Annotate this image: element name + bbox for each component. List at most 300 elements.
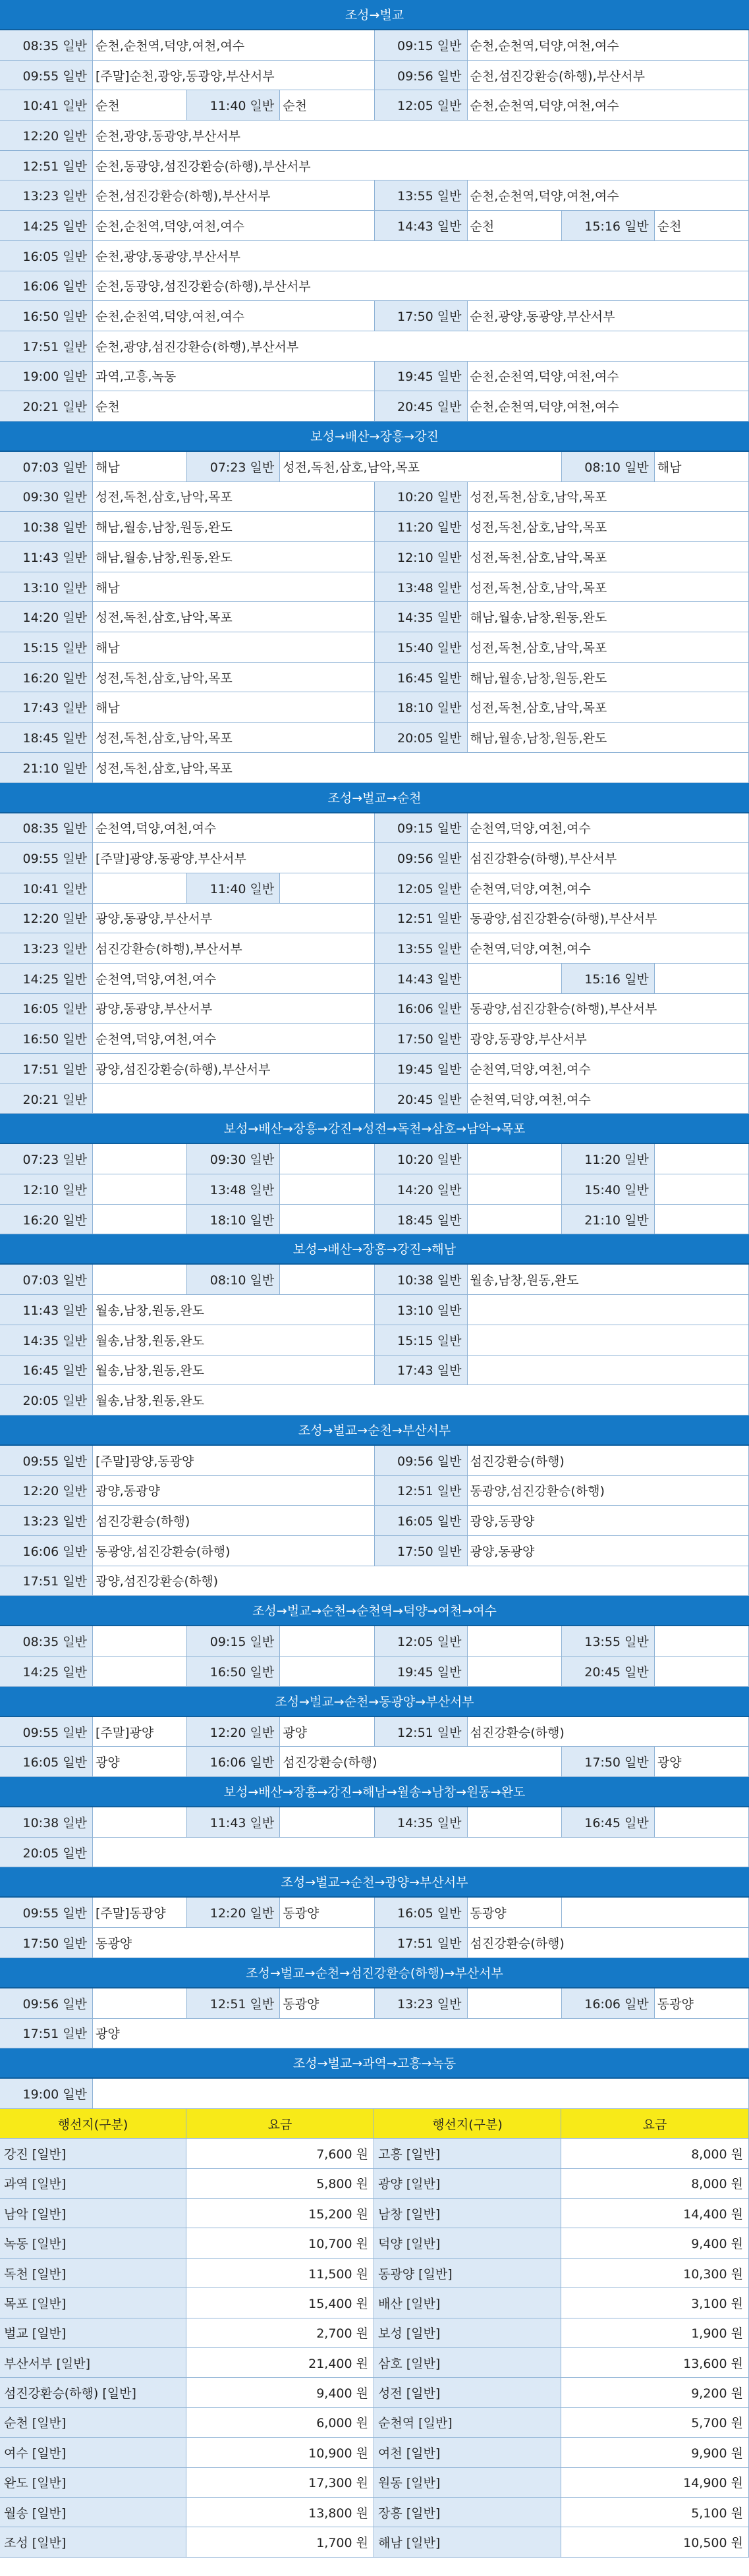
schedule-row bbox=[0, 512, 749, 542]
via-stops: 동광양 bbox=[655, 1988, 749, 2018]
via-stops: 섬진강환승(하행),부산서부 bbox=[468, 843, 749, 873]
destination-name: 여천 [일반] bbox=[374, 2438, 561, 2467]
departure-time: 12:05 일반 bbox=[375, 90, 468, 120]
departure-time: 17:51 일반 bbox=[0, 1566, 93, 1596]
via-stops: 순천,섬진강환승(하행),부산서부 bbox=[93, 180, 375, 210]
departure-time: 14:25 일반 bbox=[0, 964, 93, 993]
schedule-row bbox=[0, 362, 749, 392]
departure-time: 09:30 일반 bbox=[0, 482, 93, 512]
via-stops: 해남 bbox=[93, 632, 375, 662]
departure-time: 08:35 일반 bbox=[0, 1626, 93, 1656]
schedule-row bbox=[0, 602, 749, 632]
via-stops bbox=[93, 1084, 375, 1114]
via-stops: 광양,동광양,부산서부 bbox=[468, 1024, 749, 1053]
fare-price: 1,700 원 bbox=[186, 2527, 374, 2556]
fare-price: 7,600 원 bbox=[186, 2139, 374, 2168]
departure-time: 09:55 일반 bbox=[0, 1898, 93, 1927]
via-stops: 순천,동광양,섬진강환승(하행),부산서부 bbox=[93, 151, 749, 180]
via-stops: 순천,동광양,섬진강환승(하행),부산서부 bbox=[93, 271, 749, 301]
via-stops: 순천,순천역,덕양,여천,여수 bbox=[93, 301, 375, 331]
via-stops: 섬진강환승(하행) bbox=[280, 1747, 562, 1776]
fare-price: 10,500 원 bbox=[561, 2527, 749, 2556]
schedule-row bbox=[0, 90, 749, 121]
departure-time: 09:56 일반 bbox=[375, 1446, 468, 1475]
destination-name: 월송 [일반] bbox=[0, 2498, 186, 2527]
destination-name: 과역 [일반] bbox=[0, 2169, 186, 2198]
departure-time: 12:51 일반 bbox=[375, 1476, 468, 1506]
departure-time: 16:45 일반 bbox=[0, 1356, 93, 1385]
departure-time: 21:10 일반 bbox=[0, 753, 93, 782]
fare-row bbox=[0, 2288, 749, 2318]
departure-time: 13:48 일반 bbox=[187, 1174, 280, 1204]
via-stops: 해남 bbox=[655, 452, 749, 481]
fare-header-row bbox=[0, 2109, 749, 2139]
fare-row bbox=[0, 2408, 749, 2438]
fare-price: 5,100 원 bbox=[561, 2498, 749, 2527]
schedule-row bbox=[0, 241, 749, 271]
departure-time: 11:20 일반 bbox=[375, 512, 468, 541]
departure-time: 17:51 일반 bbox=[375, 1928, 468, 1958]
schedule-row bbox=[0, 211, 749, 241]
departure-time: 13:55 일반 bbox=[375, 180, 468, 210]
route-title: 보성→배산→장흥→강진→해남 bbox=[0, 1234, 749, 1265]
via-stops: 순천역,덕양,여천,여수 bbox=[93, 1024, 375, 1053]
departure-time: 14:43 일반 bbox=[375, 964, 468, 993]
destination-name: 녹동 [일반] bbox=[0, 2228, 186, 2257]
schedule-row bbox=[0, 1988, 749, 2019]
via-stops: 순천,광양,동광양,부산서부 bbox=[93, 121, 749, 150]
departure-time: 09:55 일반 bbox=[0, 1446, 93, 1475]
departure-time: 20:45 일반 bbox=[562, 1657, 655, 1686]
departure-time: 10:38 일반 bbox=[0, 512, 93, 541]
via-stops: [주말]광양,동광양,부산서부 bbox=[93, 843, 375, 873]
via-stops: 성전,독천,삼호,남악,목포 bbox=[468, 632, 749, 662]
schedule-row bbox=[0, 1657, 749, 1687]
via-stops: 동광양,섬진강환승(하행) bbox=[468, 1476, 749, 1506]
via-stops bbox=[280, 1174, 374, 1204]
via-stops: 광양,섬진강환승(하행),부산서부 bbox=[93, 1054, 375, 1083]
schedule-row bbox=[0, 1928, 749, 1958]
fare-price: 15,400 원 bbox=[186, 2288, 374, 2317]
destination-name: 삼호 [일반] bbox=[374, 2348, 561, 2377]
schedule-row bbox=[0, 121, 749, 151]
via-stops bbox=[468, 1174, 562, 1204]
departure-time: 12:20 일반 bbox=[0, 904, 93, 933]
schedule-row bbox=[0, 542, 749, 572]
via-stops: 순천,순천역,덕양,여천,여수 bbox=[468, 391, 749, 421]
via-stops bbox=[655, 1657, 749, 1686]
via-stops: 동광양,섬진강환승(하행),부산서부 bbox=[468, 994, 749, 1024]
schedule-row bbox=[0, 1024, 749, 1054]
departure-time: 12:05 일반 bbox=[375, 873, 468, 903]
departure-time: 16:20 일반 bbox=[0, 663, 93, 692]
departure-time: 16:45 일반 bbox=[562, 1807, 655, 1837]
fare-price: 6,000 원 bbox=[186, 2408, 374, 2437]
departure-time: 16:20 일반 bbox=[0, 1205, 93, 1234]
schedule-row bbox=[0, 753, 749, 783]
departure-time: 18:10 일반 bbox=[375, 692, 468, 722]
destination-name: 순천 [일반] bbox=[0, 2408, 186, 2437]
schedule-row bbox=[0, 843, 749, 873]
schedule-row bbox=[0, 1205, 749, 1235]
departure-time: 11:43 일반 bbox=[187, 1807, 280, 1837]
destination-name: 고흥 [일반] bbox=[374, 2139, 561, 2168]
departure-time: 19:45 일반 bbox=[375, 362, 468, 391]
schedule-row bbox=[0, 1838, 749, 1868]
destination-name: 완도 [일반] bbox=[0, 2468, 186, 2497]
via-stops: [주말]순천,광양,동광양,부산서부 bbox=[93, 61, 375, 90]
via-stops: 섬진강환승(하행),부산서부 bbox=[93, 933, 375, 963]
departure-time: 13:55 일반 bbox=[562, 1626, 655, 1656]
departure-time: 11:20 일반 bbox=[562, 1144, 655, 1174]
departure-time: 13:10 일반 bbox=[0, 572, 93, 602]
schedule-row bbox=[0, 1295, 749, 1325]
via-stops: 광양,동광양 bbox=[468, 1506, 749, 1535]
schedule-row bbox=[0, 301, 749, 331]
departure-time: 12:51 일반 bbox=[375, 904, 468, 933]
departure-time: 09:30 일반 bbox=[187, 1144, 280, 1174]
via-stops: 동광양 bbox=[468, 1898, 562, 1927]
via-stops bbox=[280, 1807, 374, 1837]
departure-time: 18:10 일반 bbox=[187, 1205, 280, 1234]
departure-time: 12:20 일반 bbox=[187, 1898, 280, 1927]
route-title: 조성→벌교→순천→부산서부 bbox=[0, 1415, 749, 1446]
via-stops: 순천역,덕양,여천,여수 bbox=[93, 964, 375, 993]
fare-row bbox=[0, 2259, 749, 2288]
departure-time: 11:40 일반 bbox=[187, 90, 280, 120]
via-stops bbox=[93, 1838, 749, 1867]
route-title: 보성→배산→장흥→강진→성전→독천→삼호→남악→목포 bbox=[0, 1114, 749, 1144]
fare-price: 13,800 원 bbox=[186, 2498, 374, 2527]
destination-name: 배산 [일반] bbox=[374, 2288, 561, 2317]
schedule-row bbox=[0, 904, 749, 934]
via-stops: [주말]광양 bbox=[93, 1717, 187, 1747]
via-stops: 해남 bbox=[93, 452, 187, 481]
destination-name: 부산서부 [일반] bbox=[0, 2348, 186, 2377]
via-stops bbox=[93, 1657, 187, 1686]
departure-time: 18:45 일반 bbox=[375, 1205, 468, 1234]
via-stops: 월송,남창,원동,완도 bbox=[468, 1265, 749, 1294]
via-stops: 해남,월송,남창,원동,완도 bbox=[468, 602, 749, 632]
destination-name: 조성 [일반] bbox=[0, 2527, 186, 2556]
departure-time: 12:51 일반 bbox=[0, 151, 93, 180]
departure-time: 16:50 일반 bbox=[0, 301, 93, 331]
departure-time: 16:06 일반 bbox=[187, 1747, 280, 1776]
empty-cell bbox=[562, 1898, 749, 1927]
fare-row bbox=[0, 2527, 749, 2557]
fare-price: 9,400 원 bbox=[561, 2228, 749, 2257]
schedule-row bbox=[0, 572, 749, 603]
destination-name: 광양 [일반] bbox=[374, 2169, 561, 2198]
route-title: 조성→벌교→순천→섬진강환승(하행)→부산서부 bbox=[0, 1958, 749, 1988]
departure-time: 16:45 일반 bbox=[375, 663, 468, 692]
departure-time: 12:51 일반 bbox=[187, 1988, 280, 2018]
fare-price: 9,200 원 bbox=[561, 2378, 749, 2407]
departure-time: 17:51 일반 bbox=[0, 1054, 93, 1083]
via-stops: 성전,독천,삼호,남악,목포 bbox=[93, 602, 375, 632]
via-stops: 해남,월송,남창,원동,완도 bbox=[468, 663, 749, 692]
via-stops bbox=[468, 1205, 562, 1234]
route-title: 조성→벌교→과역→고흥→녹동 bbox=[0, 2048, 749, 2079]
departure-time: 20:21 일반 bbox=[0, 391, 93, 421]
departure-time: 17:50 일반 bbox=[0, 1928, 93, 1958]
departure-time: 09:56 일반 bbox=[0, 1988, 93, 2018]
via-stops: 광양 bbox=[280, 1717, 374, 1747]
via-stops: 월송,남창,원동,완도 bbox=[93, 1385, 749, 1415]
departure-time: 19:00 일반 bbox=[0, 362, 93, 391]
via-stops: 과역,고흥,녹동 bbox=[93, 362, 375, 391]
departure-time: 09:15 일반 bbox=[375, 813, 468, 843]
schedule-row bbox=[0, 964, 749, 994]
fare-price: 11,500 원 bbox=[186, 2259, 374, 2288]
schedule-row bbox=[0, 1356, 749, 1386]
via-stops bbox=[93, 1144, 187, 1174]
fare-header-cell: 요금 bbox=[561, 2109, 749, 2138]
via-stops: 성전,독천,삼호,남악,목포 bbox=[468, 512, 749, 541]
departure-time: 08:35 일반 bbox=[0, 30, 93, 60]
departure-time: 19:00 일반 bbox=[0, 2079, 93, 2108]
destination-name: 섬진강환승(하행) [일반] bbox=[0, 2378, 186, 2407]
via-stops: 순천,섬진강환승(하행),부산서부 bbox=[468, 61, 749, 90]
via-stops: 순천,순천역,덕양,여천,여수 bbox=[93, 30, 375, 60]
departure-time: 15:15 일반 bbox=[375, 1325, 468, 1355]
via-stops bbox=[93, 1265, 187, 1294]
fare-price: 10,900 원 bbox=[186, 2438, 374, 2467]
departure-time: 09:55 일반 bbox=[0, 61, 93, 90]
departure-time: 14:20 일반 bbox=[0, 602, 93, 632]
via-stops: 순천,광양,동광양,부산서부 bbox=[93, 241, 749, 271]
route-title: 조성→벌교 bbox=[0, 0, 749, 30]
departure-time: 11:40 일반 bbox=[187, 873, 280, 903]
destination-name: 덕양 [일반] bbox=[374, 2228, 561, 2257]
schedule-row bbox=[0, 1144, 749, 1174]
fare-price: 17,300 원 bbox=[186, 2468, 374, 2497]
schedule-row bbox=[0, 2079, 749, 2109]
route-section bbox=[0, 1596, 749, 1686]
via-stops: 순천역,덕양,여천,여수 bbox=[93, 813, 375, 843]
via-stops bbox=[280, 1626, 374, 1656]
fare-price: 9,400 원 bbox=[186, 2378, 374, 2407]
departure-time: 12:20 일반 bbox=[0, 1476, 93, 1506]
departure-time: 07:03 일반 bbox=[0, 1265, 93, 1294]
departure-time: 16:05 일반 bbox=[375, 1506, 468, 1535]
via-stops: 동광양,섬진강환승(하행) bbox=[93, 1536, 375, 1566]
via-stops: 광양,동광양,부산서부 bbox=[93, 904, 375, 933]
departure-time: 12:10 일반 bbox=[0, 1174, 93, 1204]
fare-row bbox=[0, 2498, 749, 2527]
via-stops: 순천역,덕양,여천,여수 bbox=[468, 813, 749, 843]
departure-time: 12:05 일반 bbox=[375, 1626, 468, 1656]
departure-time: 19:45 일반 bbox=[375, 1054, 468, 1083]
schedule-row bbox=[0, 1446, 749, 1476]
fare-row bbox=[0, 2348, 749, 2378]
departure-time: 17:43 일반 bbox=[375, 1356, 468, 1385]
departure-time: 15:16 일반 bbox=[562, 964, 655, 993]
via-stops: 성전,독천,삼호,남악,목포 bbox=[93, 753, 749, 782]
schedule-row bbox=[0, 452, 749, 482]
departure-time: 16:06 일반 bbox=[562, 1988, 655, 2018]
via-stops: 순천역,덕양,여천,여수 bbox=[468, 1054, 749, 1083]
via-stops: 광양,동광양 bbox=[93, 1476, 375, 1506]
schedule-row bbox=[0, 482, 749, 512]
fare-price: 3,100 원 bbox=[561, 2288, 749, 2317]
via-stops: [주말]광양,동광양 bbox=[93, 1446, 375, 1475]
departure-time: 16:06 일반 bbox=[0, 1536, 93, 1566]
via-stops: 해남,월송,남창,원동,완도 bbox=[468, 723, 749, 752]
via-stops: 순천,순천역,덕양,여천,여수 bbox=[468, 30, 749, 60]
fare-price: 21,400 원 bbox=[186, 2348, 374, 2377]
schedule-row bbox=[0, 1807, 749, 1838]
schedule-row bbox=[0, 1174, 749, 1205]
departure-time: 11:43 일반 bbox=[0, 542, 93, 572]
via-stops: [주말]동광양 bbox=[93, 1898, 187, 1927]
departure-time: 17:43 일반 bbox=[0, 692, 93, 722]
via-stops: 순천 bbox=[468, 211, 562, 240]
via-stops: 순천,순천역,덕양,여천,여수 bbox=[468, 180, 749, 210]
departure-time: 19:45 일반 bbox=[375, 1657, 468, 1686]
route-section bbox=[0, 0, 749, 422]
schedule-row bbox=[0, 1566, 749, 1597]
departure-time: 20:05 일반 bbox=[0, 1838, 93, 1867]
fare-row bbox=[0, 2318, 749, 2348]
fare-price: 1,900 원 bbox=[561, 2318, 749, 2347]
via-stops bbox=[93, 1626, 187, 1656]
fare-price: 13,600 원 bbox=[561, 2348, 749, 2377]
route-title: 조성→벌교→순천 bbox=[0, 783, 749, 813]
schedule-row bbox=[0, 1054, 749, 1084]
via-stops: 성전,독천,삼호,남악,목포 bbox=[280, 452, 562, 481]
departure-time: 16:06 일반 bbox=[0, 271, 93, 301]
route-section bbox=[0, 2048, 749, 2109]
via-stops: 성전,독천,삼호,남악,목포 bbox=[468, 572, 749, 602]
schedule-row bbox=[0, 331, 749, 362]
schedule-row bbox=[0, 994, 749, 1024]
departure-time: 09:15 일반 bbox=[187, 1626, 280, 1656]
route-section bbox=[0, 1415, 749, 1596]
fare-row bbox=[0, 2438, 749, 2467]
departure-time: 07:03 일반 bbox=[0, 452, 93, 481]
via-stops bbox=[655, 1807, 749, 1837]
destination-name: 강진 [일반] bbox=[0, 2139, 186, 2168]
via-stops bbox=[468, 1657, 562, 1686]
schedule-row bbox=[0, 632, 749, 663]
departure-time: 16:05 일반 bbox=[0, 1747, 93, 1776]
destination-name: 독천 [일반] bbox=[0, 2259, 186, 2288]
schedule-row bbox=[0, 151, 749, 181]
schedule-row bbox=[0, 663, 749, 693]
departure-time: 09:56 일반 bbox=[375, 843, 468, 873]
departure-time: 21:10 일반 bbox=[562, 1205, 655, 1234]
departure-time: 09:55 일반 bbox=[0, 843, 93, 873]
via-stops: 순천역,덕양,여천,여수 bbox=[468, 1084, 749, 1114]
departure-time: 10:41 일반 bbox=[0, 873, 93, 903]
fare-row bbox=[0, 2169, 749, 2199]
fare-header-cell: 요금 bbox=[186, 2109, 374, 2138]
schedule-row bbox=[0, 873, 749, 904]
departure-time: 18:45 일반 bbox=[0, 723, 93, 752]
departure-time: 14:35 일반 bbox=[375, 602, 468, 632]
via-stops bbox=[93, 1988, 187, 2018]
fare-header-cell: 행선지(구분) bbox=[0, 2109, 186, 2138]
via-stops: 월송,남창,원동,완도 bbox=[93, 1356, 375, 1385]
via-stops: 순천 bbox=[655, 211, 749, 240]
destination-name: 장흥 [일반] bbox=[374, 2498, 561, 2527]
via-stops bbox=[655, 1174, 749, 1204]
via-stops bbox=[280, 1657, 374, 1686]
departure-time: 12:20 일반 bbox=[187, 1717, 280, 1747]
via-stops: 광양,동광양,부산서부 bbox=[93, 994, 375, 1024]
via-stops: 광양,섬진강환승(하행) bbox=[93, 1566, 749, 1596]
via-stops: 순천 bbox=[93, 391, 375, 421]
departure-time: 12:20 일반 bbox=[0, 121, 93, 150]
via-stops: 광양,동광양 bbox=[468, 1536, 749, 1566]
schedule-row bbox=[0, 1536, 749, 1566]
departure-time: 10:20 일반 bbox=[375, 1144, 468, 1174]
via-stops: 광양 bbox=[655, 1747, 749, 1776]
via-stops: 동광양 bbox=[280, 1988, 374, 2018]
via-stops bbox=[655, 964, 749, 993]
departure-time: 12:10 일반 bbox=[375, 542, 468, 572]
schedule-row bbox=[0, 1747, 749, 1777]
departure-time: 17:50 일반 bbox=[375, 301, 468, 331]
departure-time: 16:50 일반 bbox=[187, 1657, 280, 1686]
departure-time: 20:21 일반 bbox=[0, 1084, 93, 1114]
departure-time: 10:38 일반 bbox=[375, 1265, 468, 1294]
departure-time: 14:35 일반 bbox=[375, 1807, 468, 1837]
route-section bbox=[0, 422, 749, 783]
schedule-row bbox=[0, 1385, 749, 1415]
fare-price: 2,700 원 bbox=[186, 2318, 374, 2347]
destination-name: 해남 [일반] bbox=[374, 2527, 561, 2556]
schedule-row bbox=[0, 30, 749, 61]
departure-time: 15:40 일반 bbox=[375, 632, 468, 662]
departure-time: 12:51 일반 bbox=[375, 1717, 468, 1747]
schedule-row bbox=[0, 1476, 749, 1506]
via-stops: 순천역,덕양,여천,여수 bbox=[468, 873, 749, 903]
departure-time: 14:35 일반 bbox=[0, 1325, 93, 1355]
via-stops bbox=[93, 1205, 187, 1234]
via-stops bbox=[280, 873, 374, 903]
destination-name: 원동 [일반] bbox=[374, 2468, 561, 2497]
via-stops bbox=[468, 1988, 562, 2018]
destination-name: 보성 [일반] bbox=[374, 2318, 561, 2347]
route-title: 조성→벌교→순천→동광양→부산서부 bbox=[0, 1687, 749, 1717]
departure-time: 17:50 일반 bbox=[375, 1024, 468, 1053]
via-stops: 성전,독천,삼호,남악,목포 bbox=[468, 482, 749, 512]
route-title: 보성→배산→장흥→강진 bbox=[0, 422, 749, 452]
route-section bbox=[0, 1777, 749, 1867]
departure-time: 07:23 일반 bbox=[0, 1144, 93, 1174]
destination-name: 벌교 [일반] bbox=[0, 2318, 186, 2347]
route-section bbox=[0, 1958, 749, 2048]
via-stops bbox=[468, 964, 562, 993]
departure-time: 14:20 일반 bbox=[375, 1174, 468, 1204]
route-section bbox=[0, 783, 749, 1114]
departure-time: 08:10 일반 bbox=[562, 452, 655, 481]
via-stops: 광양 bbox=[93, 2019, 749, 2048]
fare-table bbox=[0, 2109, 749, 2558]
via-stops bbox=[468, 1325, 749, 1355]
via-stops: 섬진강환승(하행) bbox=[468, 1446, 749, 1475]
via-stops: 섬진강환승(하행) bbox=[93, 1506, 375, 1535]
departure-time: 16:05 일반 bbox=[0, 994, 93, 1024]
via-stops: 해남 bbox=[93, 692, 375, 722]
destination-name: 동광양 [일반] bbox=[374, 2259, 561, 2288]
destination-name: 성전 [일반] bbox=[374, 2378, 561, 2407]
via-stops bbox=[93, 1174, 187, 1204]
via-stops bbox=[280, 1144, 374, 1174]
departure-time: 10:41 일반 bbox=[0, 90, 93, 120]
